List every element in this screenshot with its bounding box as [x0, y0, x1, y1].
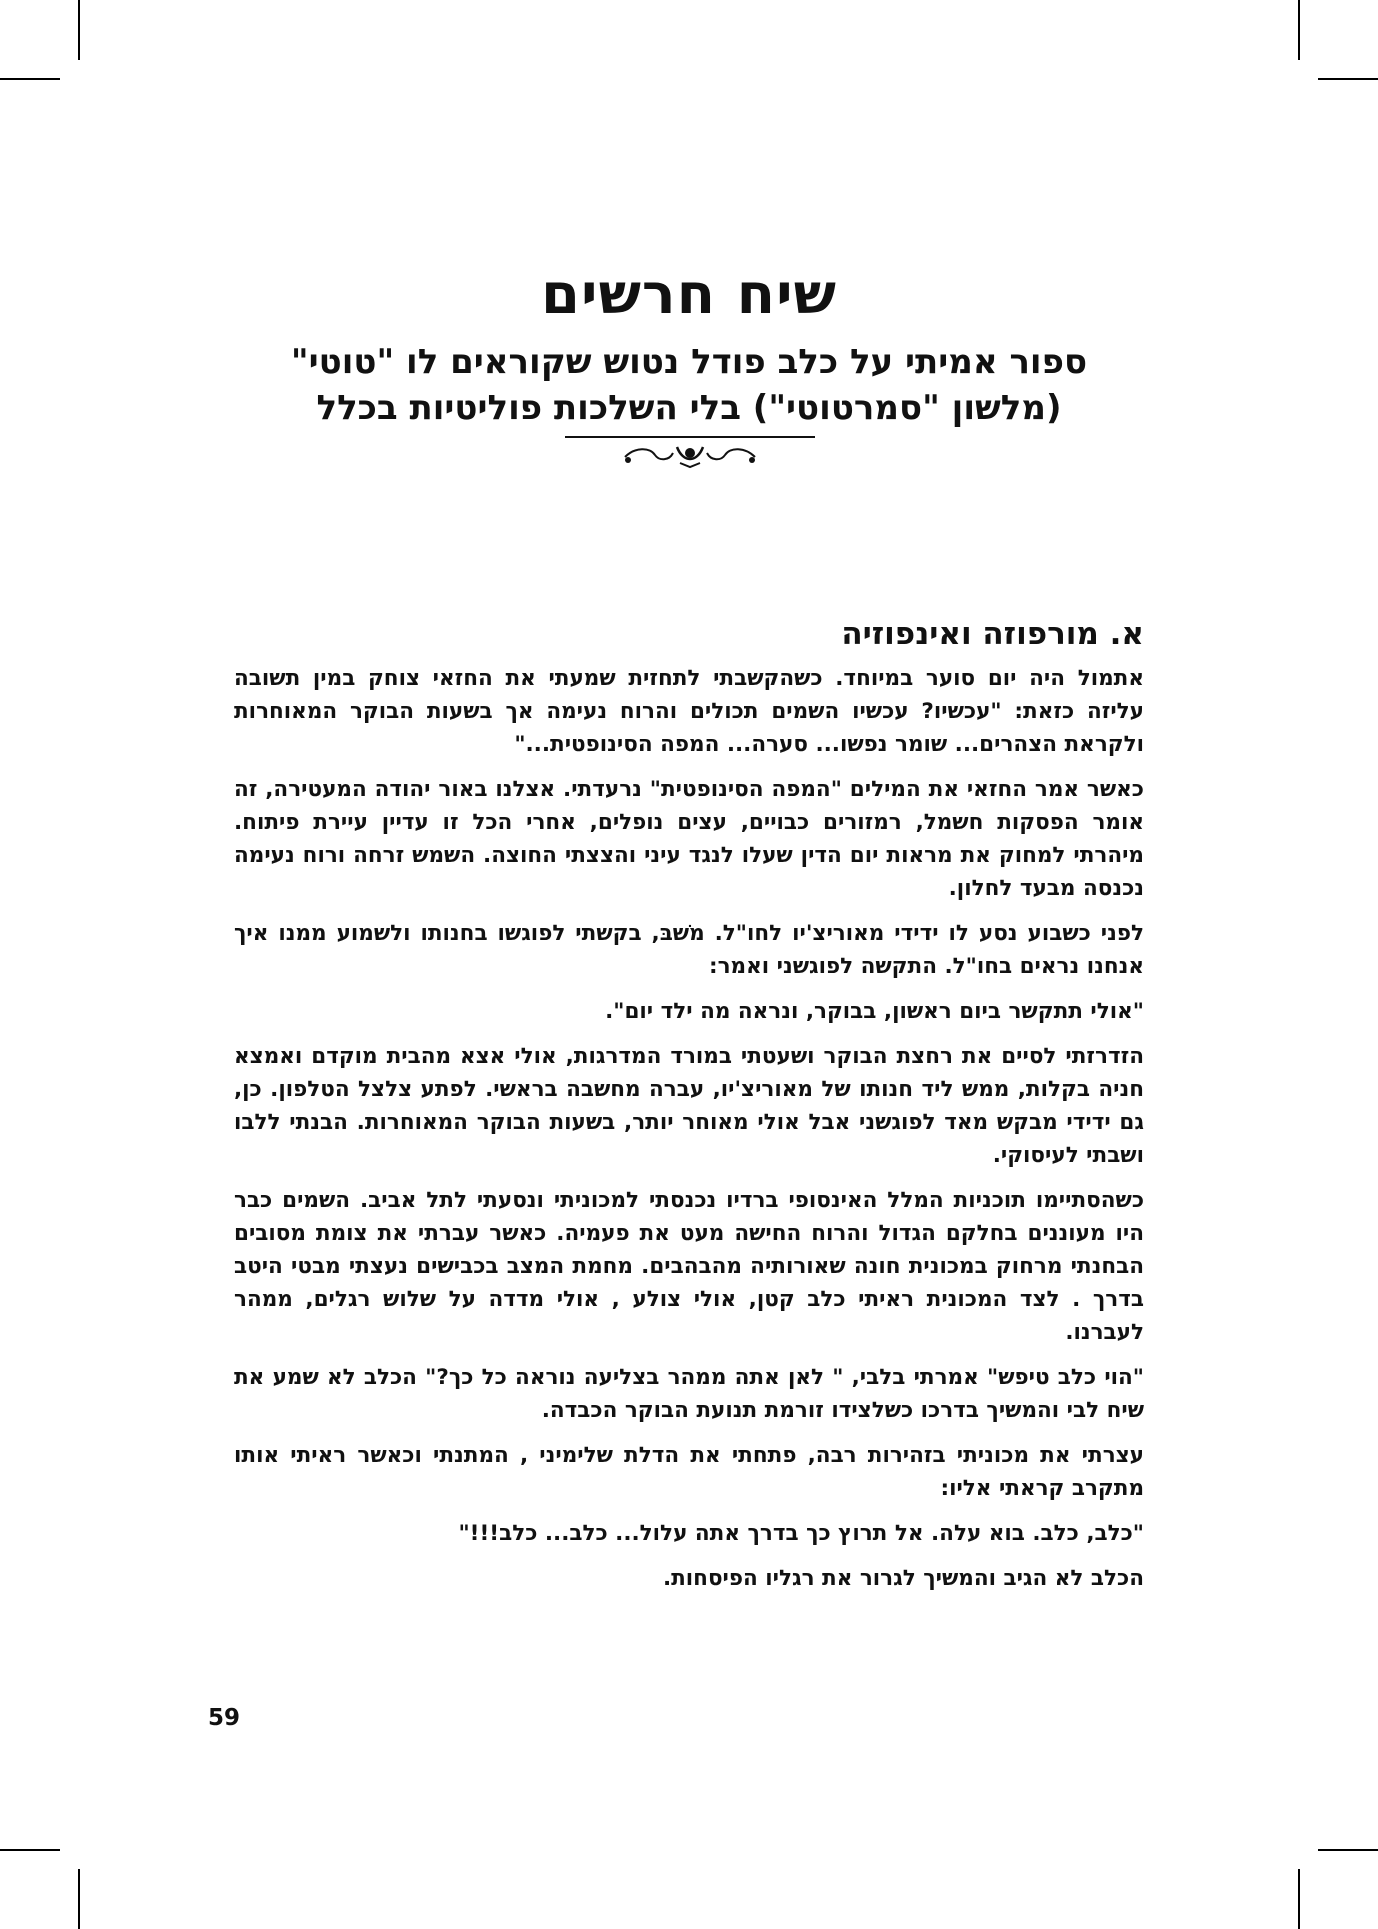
paragraph: "כלב, כלב. בוא עלה. אל תרוץ כך בדרך אתה עלול... כלב... כלב!!!" [458, 1521, 1144, 1546]
paragraph: הזדרזתי לסיים את רחצת הבוקר ושעטתי במורד המדרגות, אולי אצא מהבית מוקדם ואמצא חניה בקלות, ממש ליד חנותו של מאוריצ'יו, עברה מחשבה בראשי. לפתע צלצל הטלפון. כן, גם ידידי מבקש מאד לפוגשני אבל אולי מאוחר יותר, בשעות הבוקר המאוחרות. הבנתי ללבו ושבתי לעיסוקי. [234, 1044, 1144, 1168]
crop-mark-top-left-h [0, 78, 60, 80]
paragraph: עצרתי את מכוניתי בזהירות רבה, פתחתי את הדלת שלימיני , המתנתי וכאשר ראיתי אותו מתקרב קראתי אליו: [234, 1443, 1144, 1501]
crop-mark-top-right [1298, 0, 1300, 60]
paragraph: לפני כשבוע נסע לו ידידי מאוריצ'יו לחו"ל. משׁבּ, בקשתי לפוגשו בחנותו ולשמוע ממנו איך אנחנו נראים בחו"ל. התקשה לפוגשני ואמר: [234, 921, 1144, 979]
paragraph: אתמול היה יום סוער במיוחד. כשהקשבתי לתחזית שמעתי את החזאי צוחק במין תשובה עליזה כזאת: "עכשיו? עכשיו השמים תכולים והרוח נעימה אך בשעות הבוקר המאוחרות ולקראת הצהרים... שומר נפשו... סערה... המפה הסינופטית..." [234, 666, 1144, 757]
crop-mark-bottom-left [78, 1869, 80, 1929]
crop-mark-bottom-right [1298, 1869, 1300, 1929]
paragraph: כאשר אמר החזאי את המילים "המפה הסינופטית" נרעדתי. אצלנו באור יהודה המעטירה, זה אומר הפסקות חשמל, רמזורים כבויים, עצים נופלים, אחרי הכל זו עדיין עיירת פיתוח. מיהרתי למחוק את מראות יום הדין שעלו לנגד עיני והצצתי החוצה. השמש זרחה ורוח נעימה נכנסה מבעד לחלון. [234, 777, 1144, 901]
paragraph: כשהסתיימו תוכניות המלל האינסופי ברדיו נכנסתי למכוניתי ונסעתי לתל אביב. השמים כבר היו מעוננים בחלקם הגדול והרוח החישה מעט את פעמיה. כאשר עברתי את צומת מסובים הבחנתי מרחוק במכונית חונה שאורותיה מהבהבים. מחמת המצב בכבישים נעצתי מבטי היטב בדרך . לצד המכונית ראיתי כלב קטן, אולי צולע , אולי מדדה על שלוש רגלים, ממהר לעברנו. [234, 1188, 1144, 1345]
main-text [234, 612, 1144, 1607]
paragraph: "אולי תתקשר ביום ראשון, בבוקר, ונראה מה ילד יום". [605, 999, 1144, 1024]
chapter-header [200, 255, 1178, 431]
page-number: 59 [208, 1705, 241, 1731]
crop-mark-top-right-h [1318, 78, 1378, 80]
chapter-title: שיח חרשים [540, 262, 838, 327]
crop-mark-bottom-left-h [0, 1849, 60, 1851]
paragraph: הכלב לא הגיב והמשיך לגרור את רגליו הפיסחות. [662, 1566, 1144, 1591]
ornament-divider-icon [565, 433, 815, 469]
section-heading: א. מורפוזה ואינפוזיה [841, 616, 1144, 652]
crop-mark-top-left [78, 0, 80, 60]
crop-mark-bottom-right-h [1318, 1849, 1378, 1851]
chapter-subtitle-line1: ספור אמיתי על כלב פודל נטוש שקוראים לו "טוטי" [290, 342, 1088, 382]
chapter-subtitle-line2: (מלשון "סמרטוטי") בלי השלכות פוליטיות בכלל [316, 388, 1062, 428]
paragraph: "הוי כלב טיפש" אמרתי בלבי, " לאן אתה ממהר בצליעה נוראה כל כך?" הכלב לא שמע את שיח לבי והמשיך בדרכו כשלצידו זורמת תנועת הבוקר הכבדה. [234, 1365, 1144, 1423]
